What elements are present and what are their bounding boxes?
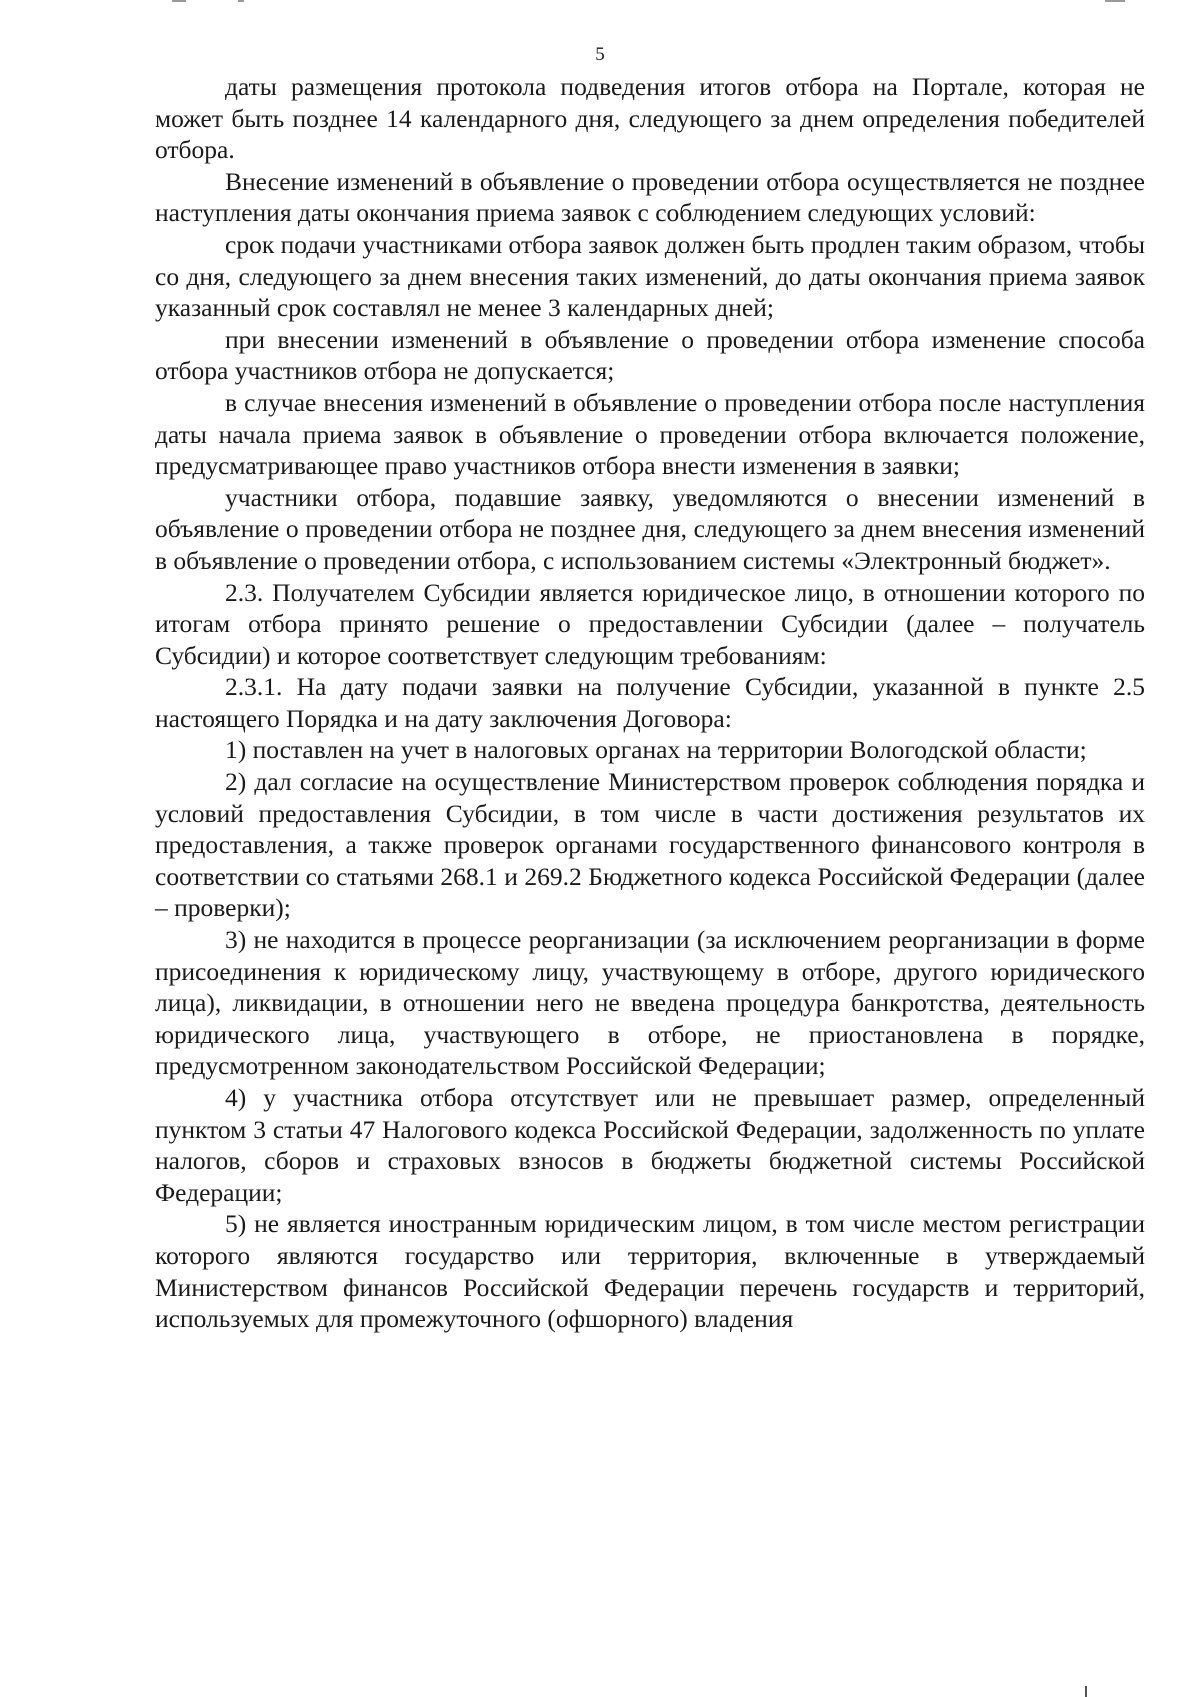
paragraph-deadline-extension: срок подачи участниками отбора заявок должен быть продлен таким образом, чтобы со дня, следующего за днем внесения таких изменений, до даты окончания приема заявок указанный срок составлял не менее 3 календарных дней; xyxy=(155,229,1145,323)
list-item-1: 1) поставлен на учет в налоговых органах на территории Вологодской области; xyxy=(225,735,1087,765)
scan-artifact xyxy=(1085,1686,1087,1697)
list-item-5: 5) не является иностранным юридическим лицом, в том числе местом регистрации которого являются государство или территория, включенные в утверждаемый Министерством финансов Российской Федерации перечень государств и территорий, используемых для промежуточного (офшорного) владения xyxy=(155,1209,1145,1334)
page-number: 5 xyxy=(595,44,605,65)
paragraph-requirements-date: 2.3.1. На дату подачи заявки на получение Субсидии, указанной в пункте 2.5 настоящего Порядка и на дату заключения Договора: xyxy=(155,672,1145,733)
document-body xyxy=(155,71,1145,1335)
list-item-2: 2) дал согласие на осуществление Министерством проверок соблюдения порядка и условий предоставления Субсидии, в том числе в части достижения результатов их предоставления, а также проверок органами государственного финансового контроля в соответствии со статьями 268.1 и 269.2 Бюджетного кодекса Российской Федерации (далее – проверки); xyxy=(155,767,1145,923)
paragraph-recipient: 2.3. Получателем Субсидии является юридическое лицо, в отношении которого по итогам отбора принято решение о предоставлении Субсидии (далее – получатель Субсидии) и которое соответствует следующим требованиям: xyxy=(155,577,1145,670)
list-item-4: 4) у участника отбора отсутствует или не превышает размер, определенный пунктом 3 статьи 47 Налогового кодекса Российской Федерации, задолженность по уплате налогов, сборов и страховых взносов в бюджеты бюджетной системы Российской Федерации; xyxy=(155,1083,1145,1207)
paragraph-application-changes: в случае внесения изменений в объявление о проведении отбора после наступления даты начала приема заявок в объявление о проведении отбора включается положение, предусматривающее право участников отбора внести изменения в заявки; xyxy=(155,387,1145,481)
scan-artifact xyxy=(172,0,186,2)
paragraph-protocol-date: даты размещения протокола подведения итогов отбора на Портале, которая не может быть позднее 14 календарного дня, следующего за днем определения победителей отбора. xyxy=(155,72,1145,165)
paragraph-amendments: Внесение изменений в объявление о проведении отбора осуществляется не позднее наступления даты окончания приема заявок с соблюдением следующих условий: xyxy=(155,166,1145,228)
paragraph-method-change: при внесении изменений в объявление о проведении отбора изменение способа отбора участников отбора не допускается; xyxy=(155,324,1145,386)
list-item-3: 3) не находится в процессе реорганизации (за исключением реорганизации в форме присоединения к юридическому лицу, участвующему в отборе, другого юридического лица), ликвидации, в отношении него не введена процедура банкротства, деятельность юридического лица, участвующего в отборе, не приостановлена в порядке, предусмотренном законодательством Российской Федерации; xyxy=(155,925,1145,1081)
paragraph-notification: участники отбора, подавшие заявку, уведомляются о внесении изменений в объявление о проведении отбора не позднее дня, следующего за днем внесения изменений в объявление о проведении отбора, с использованием системы «Электронный бюджет». xyxy=(155,482,1145,575)
scan-artifact xyxy=(238,0,244,2)
scan-artifact xyxy=(1105,0,1125,2)
